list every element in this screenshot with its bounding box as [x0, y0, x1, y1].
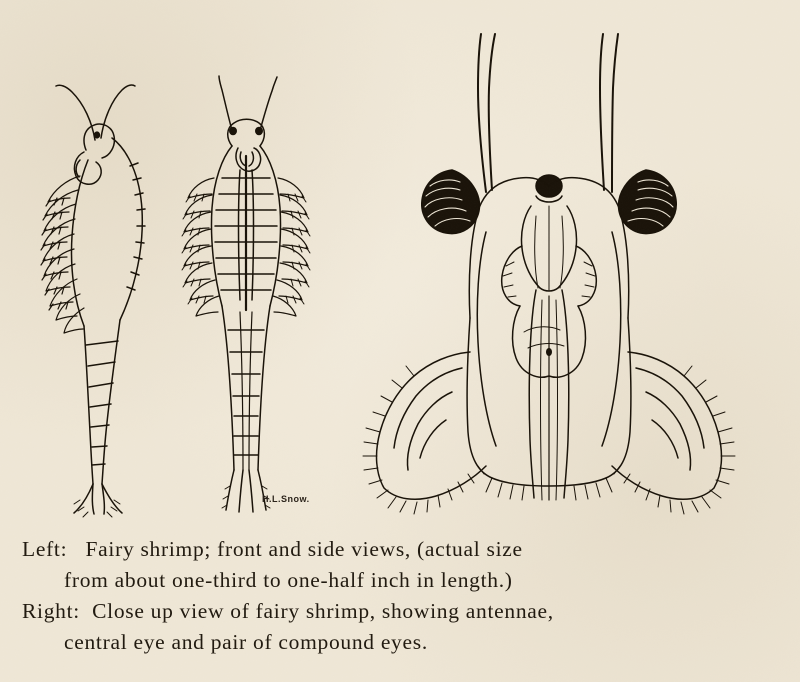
fairy-shrimp-head-closeup [363, 34, 735, 514]
caption-line-4: central eye and pair of compound eyes. [64, 630, 428, 654]
fairy-shrimp-side-view [41, 85, 145, 517]
fairy-shrimp-front-view [182, 76, 310, 512]
caption-line-1: Left: Fairy shrimp; front and side views, (actual size [22, 537, 523, 561]
caption-line-3: Right: Close up view of fairy shrimp, showing antennae, [22, 599, 554, 623]
figure-caption [0, 528, 800, 682]
caption-line-2: from about one-third to one-half inch in length.) [64, 568, 513, 592]
artist-signature: H.L.Snow. [262, 494, 310, 504]
